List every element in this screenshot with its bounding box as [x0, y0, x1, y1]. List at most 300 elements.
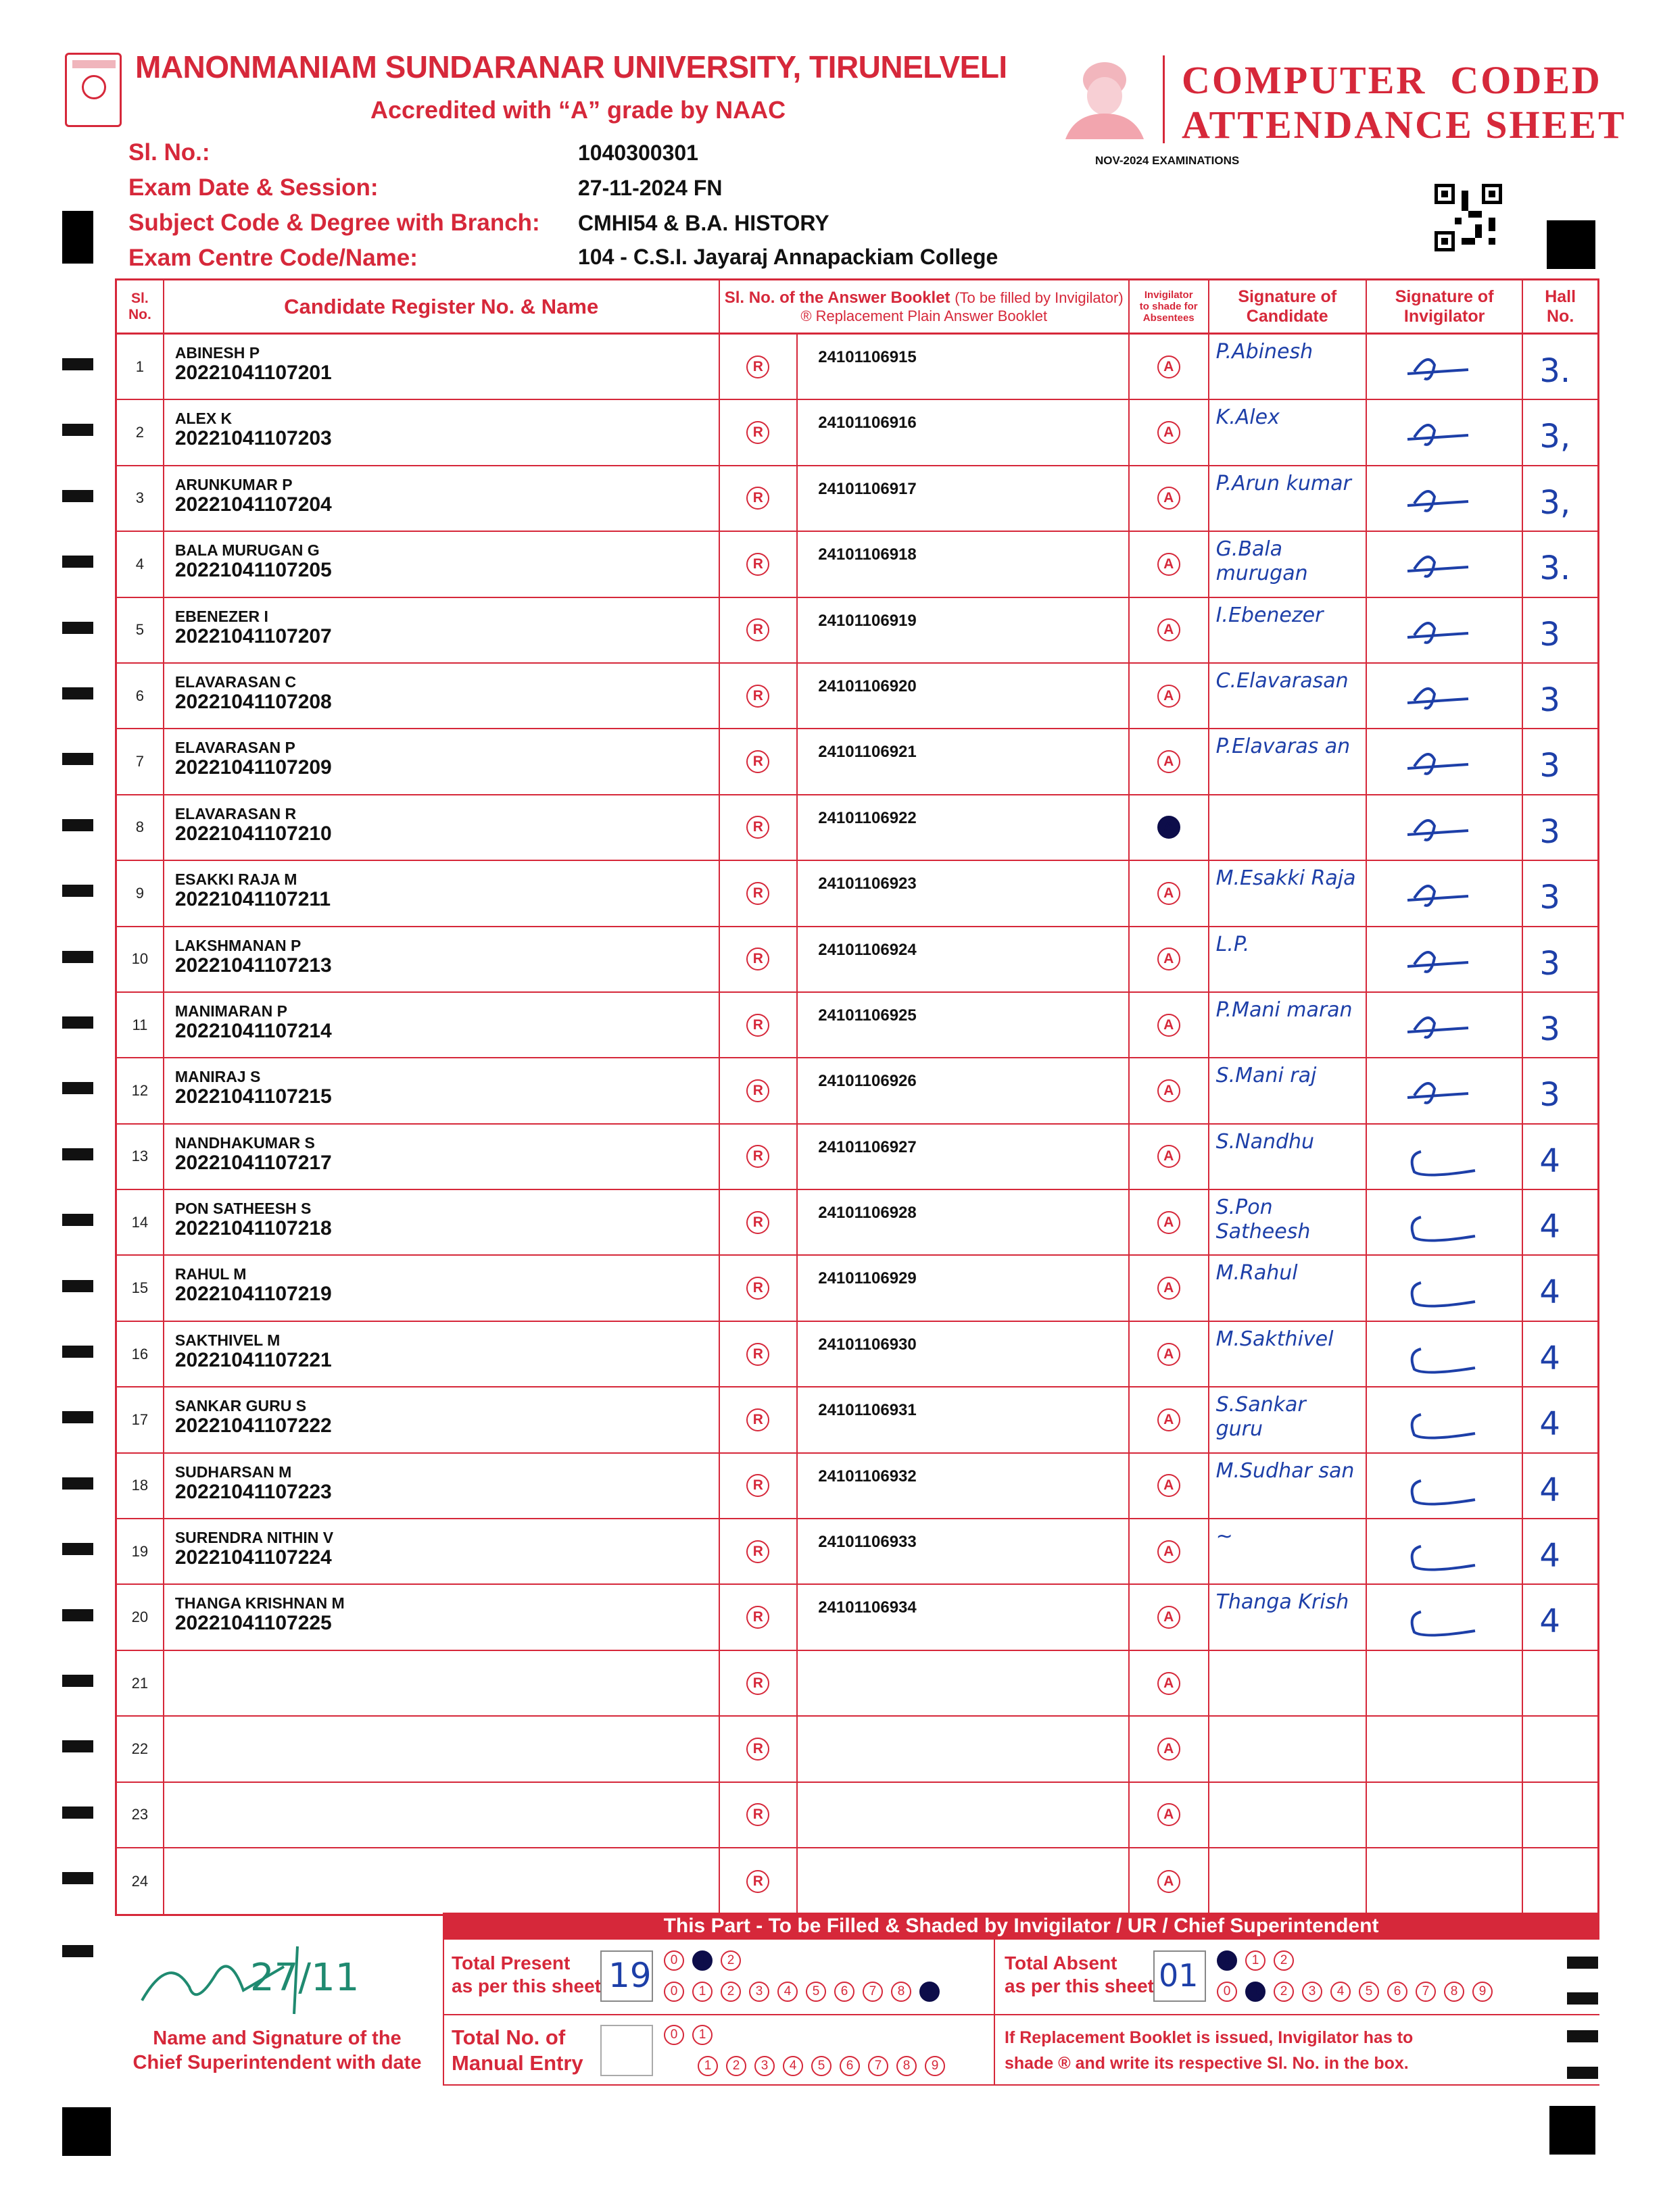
booklet-no: 24101106918 — [818, 545, 917, 564]
accreditation: Accredited with “A” grade by NAAC — [370, 96, 786, 124]
candidate-cell — [164, 1256, 720, 1320]
invigilator-signature-cell[interactable] — [1367, 400, 1523, 464]
digit-bubble[interactable]: 5 — [806, 1982, 826, 2002]
booklet-no: 24101106928 — [818, 1204, 917, 1223]
col-hall: Hall No. — [1545, 287, 1576, 326]
replacement-bubble[interactable]: R — [746, 750, 769, 773]
timing-block-top-left — [62, 211, 93, 264]
replacement-bubble[interactable]: R — [746, 1408, 769, 1431]
col-sl: Sl. No. — [117, 280, 164, 333]
booklet-no: 24101106917 — [818, 479, 917, 498]
row-sl: 23 — [117, 1783, 164, 1847]
timing-block-bottom-left — [62, 2107, 111, 2156]
digit-bubble[interactable]: 6 — [840, 2056, 860, 2076]
replacement-cell — [720, 927, 798, 991]
absent-bubble[interactable]: A — [1157, 1803, 1180, 1826]
invigilator-signature — [1367, 1585, 1524, 1649]
candidate-cell — [164, 1717, 720, 1781]
digit-bubble[interactable]: 0 — [1217, 1950, 1237, 1971]
digit-bubble[interactable]: 7 — [1416, 1982, 1436, 2002]
hall-no: 4 — [1539, 1471, 1560, 1509]
row-sl: 12 — [117, 1058, 164, 1123]
candidate-signature: P.Abinesh — [1215, 340, 1313, 364]
timing-mark — [62, 622, 93, 634]
invigilator-signature — [1367, 861, 1524, 925]
absent-bubble[interactable]: A — [1157, 1408, 1180, 1431]
col-absentee-shade: Invigilator to shade for Absentees — [1130, 280, 1209, 333]
booklet-cell — [798, 1256, 1130, 1320]
candidate-reg-no: 20221041107217 — [174, 1151, 332, 1174]
candidate-signature: G.Bala murugan — [1215, 537, 1308, 586]
absent-bubble[interactable]: A — [1157, 948, 1180, 970]
footer-divider-h — [443, 2014, 1599, 2015]
timing-mark — [62, 1346, 93, 1358]
candidate-cell — [164, 729, 720, 793]
timing-mark — [62, 1543, 93, 1555]
replacement-bubble[interactable]: R — [746, 816, 769, 839]
absent-bubble[interactable]: A — [1157, 1606, 1180, 1629]
centre-label: Exam Centre Code/Name: — [128, 245, 418, 271]
replacement-cell — [720, 400, 798, 464]
absent-cell — [1130, 795, 1209, 860]
timing-mark — [62, 1477, 93, 1490]
absent-cell — [1130, 598, 1209, 662]
replacement-bubble[interactable]: R — [746, 618, 769, 641]
candidate-signature: M.Esakki Raja — [1215, 866, 1356, 891]
hall-cell — [1523, 335, 1597, 399]
digit-bubble[interactable]: 1 — [698, 2056, 718, 2076]
replacement-bubble[interactable]: R — [746, 487, 769, 510]
table-row — [117, 664, 1597, 729]
booklet-cell — [798, 1322, 1130, 1386]
candidate-signature: ~ — [1215, 1525, 1233, 1549]
replacement-cell — [720, 1717, 798, 1781]
replacement-bubble[interactable]: R — [746, 1803, 769, 1826]
invigilator-signature — [1367, 1454, 1524, 1518]
replacement-cell — [720, 335, 798, 399]
replacement-cell — [720, 598, 798, 662]
replacement-bubble[interactable]: R — [746, 948, 769, 970]
candidate-cell — [164, 1454, 720, 1518]
digit-bubble[interactable]: 0 — [1217, 1982, 1237, 2002]
digit-bubble[interactable]: 5 — [1359, 1982, 1379, 2002]
col-candidate-signature: Signature of Candidate — [1209, 280, 1367, 333]
digit-bubble[interactable]: 6 — [834, 1982, 854, 2002]
timing-mark — [62, 490, 93, 502]
candidate-reg-no: 20221041107225 — [174, 1612, 332, 1635]
digit-bubble[interactable]: 3 — [749, 1982, 769, 2002]
digit-bubble[interactable]: 2 — [721, 1982, 741, 2002]
hall-no: 4 — [1539, 1602, 1560, 1641]
candidate-signature-cell[interactable] — [1209, 466, 1367, 531]
candidate-signature-cell[interactable] — [1209, 729, 1367, 793]
manual-entry-box[interactable] — [600, 2025, 653, 2076]
digit-bubble[interactable]: 3 — [1302, 1982, 1322, 2002]
replacement-bubble[interactable]: R — [746, 1606, 769, 1629]
candidate-signature: M.Sudhar san — [1215, 1458, 1355, 1483]
invigilator-signature-cell[interactable] — [1367, 1651, 1523, 1715]
digit-bubble[interactable]: 1 — [1245, 1982, 1266, 2002]
absent-bubble[interactable]: A — [1157, 685, 1180, 708]
booklet-cell — [798, 400, 1130, 464]
timing-mark — [62, 1411, 93, 1423]
absent-cell — [1130, 1190, 1209, 1254]
hall-no: 4 — [1539, 1141, 1560, 1180]
digit-bubble[interactable]: 2 — [721, 1950, 741, 1971]
candidate-cell — [164, 795, 720, 860]
absent-cell — [1130, 1717, 1209, 1781]
candidate-signature-cell[interactable] — [1209, 1783, 1367, 1847]
digit-bubble[interactable]: 3 — [754, 2056, 775, 2076]
absent-bubble[interactable]: A — [1157, 1672, 1180, 1695]
absent-cell — [1130, 1125, 1209, 1189]
hall-cell — [1523, 1848, 1597, 1914]
candidate-reg-no: 20221041107221 — [174, 1348, 332, 1371]
hall-no: 3. — [1539, 352, 1571, 390]
absent-bubble[interactable]: A — [1157, 1540, 1180, 1563]
invigilator-signature-cell[interactable] — [1367, 1454, 1523, 1518]
attendance-table — [115, 278, 1599, 1916]
candidate-signature-cell[interactable] — [1209, 1519, 1367, 1583]
candidate-signature — [1216, 801, 1358, 856]
digit-bubble[interactable]: 1 — [692, 1982, 713, 2002]
timing-mark — [62, 1609, 93, 1621]
invigilator-signature-cell[interactable] — [1367, 927, 1523, 991]
timing-mark — [62, 753, 93, 765]
row-sl: 9 — [117, 861, 164, 925]
candidate-reg-no: 20221041107215 — [174, 1085, 332, 1108]
replacement-bubble[interactable]: R — [746, 1474, 769, 1497]
invigilator-signature-cell[interactable] — [1367, 335, 1523, 399]
table-row — [117, 861, 1597, 927]
replacement-bubble[interactable]: R — [746, 882, 769, 905]
digit-bubble[interactable]: 4 — [783, 2056, 803, 2076]
candidate-reg-no: 20221041107218 — [174, 1217, 332, 1240]
absent-bubble[interactable]: A — [1157, 487, 1180, 510]
invigilator-signature-cell[interactable] — [1367, 729, 1523, 793]
replacement-cell — [720, 1190, 798, 1254]
candidate-name: SAKTHIVEL M — [174, 1331, 281, 1349]
hall-no: 3. — [1539, 549, 1571, 588]
candidate-cell — [164, 1322, 720, 1386]
invigilator-signature-cell[interactable] — [1367, 1519, 1523, 1583]
absent-bubble[interactable]: A — [1157, 1211, 1180, 1234]
replacement-bubble[interactable]: R — [746, 1277, 769, 1300]
absent-bubble[interactable]: A — [1157, 618, 1180, 641]
digit-bubble[interactable]: 7 — [868, 2056, 888, 2076]
qr-code — [1435, 184, 1502, 251]
candidate-signature-cell[interactable] — [1209, 1058, 1367, 1123]
absent-cell — [1130, 1322, 1209, 1386]
digit-bubble[interactable]: 2 — [726, 2056, 746, 2076]
digit-bubble[interactable]: 9 — [919, 1982, 940, 2002]
footer-banner: This Part - To be Filled & Shaded by Invigilator / UR / Chief Superintendent — [443, 1913, 1599, 1940]
replacement-bubble[interactable]: R — [746, 1079, 769, 1102]
booklet-no: 24101106925 — [818, 1006, 917, 1025]
booklet-cell — [798, 1848, 1130, 1914]
replacement-bubble[interactable]: R — [746, 1211, 769, 1234]
invigilator-signature-cell[interactable] — [1367, 664, 1523, 728]
row-sl: 18 — [117, 1454, 164, 1518]
chief-sig-date: 27/11 — [250, 1956, 360, 2000]
absent-bubble[interactable]: A — [1157, 1870, 1180, 1893]
timing-mark — [62, 885, 93, 897]
candidate-cell — [164, 1125, 720, 1189]
candidate-signature-cell[interactable] — [1209, 927, 1367, 991]
digit-bubble[interactable]: 0 — [664, 2025, 684, 2045]
row-sl: 24 — [117, 1848, 164, 1914]
invigilator-signature-cell[interactable] — [1367, 1125, 1523, 1189]
absent-cell — [1130, 335, 1209, 399]
replacement-bubble[interactable]: R — [746, 1540, 769, 1563]
candidate-reg-no: 20221041107213 — [174, 954, 332, 977]
digit-bubble[interactable]: 9 — [925, 2056, 945, 2076]
digit-bubble[interactable]: 1 — [692, 1950, 713, 1971]
absent-bubble[interactable]: A — [1157, 1277, 1180, 1300]
candidate-signature-cell[interactable] — [1209, 1717, 1367, 1781]
absent-bubble[interactable]: A — [1157, 1079, 1180, 1102]
candidate-signature-cell[interactable] — [1209, 1651, 1367, 1715]
replacement-cell — [720, 664, 798, 728]
absent-bubble[interactable]: A — [1157, 1145, 1180, 1168]
hall-cell — [1523, 1322, 1597, 1386]
absent-value: 01 — [1159, 1957, 1199, 1994]
replacement-bubble[interactable]: R — [746, 553, 769, 576]
absent-cell — [1130, 1783, 1209, 1847]
candidate-cell — [164, 1783, 720, 1847]
invigilator-signature — [1367, 664, 1524, 728]
present-label: Total Present as per this sheet — [452, 1952, 601, 1996]
absent-bubble[interactable]: A — [1157, 553, 1180, 576]
candidate-name: LAKSHMANAN P — [174, 936, 302, 954]
candidate-cell — [164, 861, 720, 925]
absent-bubble[interactable]: A — [1157, 1474, 1180, 1497]
candidate-signature-cell[interactable] — [1209, 400, 1367, 464]
exam-name: NOV-2024 EXAMINATIONS — [1095, 154, 1240, 167]
candidate-reg-no: 20221041107223 — [174, 1480, 332, 1503]
hall-cell — [1523, 729, 1597, 793]
col-invigilator-signature: Signature of Invigilator — [1367, 280, 1523, 333]
replacement-bubble[interactable]: R — [746, 1672, 769, 1695]
invigilator-signature-cell[interactable] — [1367, 1058, 1523, 1123]
candidate-signature-cell[interactable] — [1209, 532, 1367, 596]
candidate-signature-cell[interactable] — [1209, 861, 1367, 925]
absent-cell — [1130, 466, 1209, 531]
invigilator-signature-cell[interactable] — [1367, 1783, 1523, 1847]
hall-cell — [1523, 1454, 1597, 1518]
candidate-cell — [164, 532, 720, 596]
sheet-title — [1182, 58, 1626, 147]
hall-cell — [1523, 532, 1597, 596]
absent-bubble[interactable]: A — [1157, 355, 1180, 378]
candidate-signature-cell[interactable] — [1209, 1190, 1367, 1254]
absent-bubble[interactable]: A — [1157, 750, 1180, 773]
candidate-cell — [164, 927, 720, 991]
booklet-no: 24101106927 — [818, 1137, 917, 1156]
candidate-name: NANDHAKUMAR S — [174, 1133, 315, 1152]
digit-bubble[interactable]: 0 — [664, 1950, 684, 1971]
candidate-signature-cell[interactable] — [1209, 335, 1367, 399]
booklet-no: 24101106931 — [818, 1401, 917, 1420]
row-sl: 10 — [117, 927, 164, 991]
hall-cell — [1523, 400, 1597, 464]
digit-bubble[interactable]: 8 — [896, 2056, 917, 2076]
digit-bubble[interactable]: 5 — [811, 2056, 832, 2076]
absent-cell — [1130, 664, 1209, 728]
candidate-signature — [1216, 1722, 1358, 1777]
candidate-signature-cell[interactable] — [1209, 1322, 1367, 1386]
timing-mark — [62, 687, 93, 699]
digit-bubble[interactable]: 2 — [1274, 1982, 1294, 2002]
invigilator-signature — [1367, 1387, 1524, 1452]
replacement-bubble[interactable]: R — [746, 421, 769, 444]
candidate-signature-cell[interactable] — [1209, 993, 1367, 1057]
invigilator-signature-cell[interactable] — [1367, 1848, 1523, 1914]
invigilator-signature-cell[interactable] — [1367, 795, 1523, 860]
replacement-cell — [720, 1848, 798, 1914]
invigilator-signature — [1367, 1256, 1524, 1320]
table-header — [117, 280, 1597, 335]
footer-border-bottom — [443, 2084, 1599, 2086]
invigilator-signature-cell[interactable] — [1367, 1190, 1523, 1254]
candidate-signature-cell[interactable] — [1209, 1387, 1367, 1452]
replacement-bubble[interactable]: R — [746, 1738, 769, 1761]
candidate-signature: S.Nandhu — [1215, 1129, 1315, 1154]
invigilator-signature-cell[interactable] — [1367, 1322, 1523, 1386]
replacement-cell — [720, 1125, 798, 1189]
absent-bubble[interactable]: A — [1157, 1738, 1180, 1761]
absent-tens-bubbles — [1217, 1950, 1302, 1971]
invigilator-signature-cell[interactable] — [1367, 1585, 1523, 1649]
replacement-bubble[interactable]: R — [746, 1870, 769, 1893]
row-sl: 3 — [117, 466, 164, 531]
hall-cell — [1523, 1256, 1597, 1320]
replacement-bubble[interactable]: R — [746, 1145, 769, 1168]
invigilator-signature-cell[interactable] — [1367, 1256, 1523, 1320]
centre-value: 104 - C.S.I. Jayaraj Annapackiam College — [578, 245, 998, 269]
digit-bubble[interactable]: 0 — [664, 1982, 684, 2002]
booklet-cell — [798, 1717, 1130, 1781]
digit-bubble[interactable]: 6 — [1387, 1982, 1407, 2002]
replacement-cell — [720, 795, 798, 860]
replacement-cell — [720, 1585, 798, 1649]
row-sl: 5 — [117, 598, 164, 662]
row-sl: 22 — [117, 1717, 164, 1781]
table-row — [117, 1058, 1597, 1124]
digit-bubble[interactable]: 7 — [863, 1982, 883, 2002]
replacement-bubble[interactable]: R — [746, 1014, 769, 1037]
booklet-no: 24101106921 — [818, 743, 917, 762]
table-row — [117, 1190, 1597, 1256]
timing-mark — [62, 1945, 93, 1957]
booklet-no: 24101106922 — [818, 808, 917, 827]
sl-no-label: Sl. No.: — [128, 139, 210, 166]
booklet-no: 24101106920 — [818, 677, 917, 695]
candidate-name: RAHUL M — [174, 1265, 247, 1283]
candidate-signature-cell[interactable] — [1209, 664, 1367, 728]
digit-bubble[interactable]: 4 — [1330, 1982, 1351, 2002]
replacement-cell — [720, 1322, 798, 1386]
timing-mark — [62, 1280, 93, 1292]
booklet-no: 24101106933 — [818, 1533, 917, 1552]
manual-tens-bubbles — [664, 2025, 721, 2045]
absent-units-bubbles — [1217, 1982, 1501, 2002]
candidate-signature-cell[interactable] — [1209, 795, 1367, 860]
col-booklet-sub: ® Replacement Plain Answer Booklet — [800, 307, 1048, 324]
invigilator-signature-cell[interactable] — [1367, 1387, 1523, 1452]
absent-bubble[interactable]: A — [1157, 421, 1180, 444]
sl-no-value: 1040300301 — [578, 141, 698, 165]
invigilator-signature-cell[interactable] — [1367, 598, 1523, 662]
candidate-signature-cell[interactable] — [1209, 1585, 1367, 1649]
digit-bubble[interactable]: 9 — [1472, 1982, 1493, 2002]
university-logo — [65, 53, 122, 127]
candidate-reg-no: 20221041107224 — [174, 1546, 332, 1569]
table-row — [117, 729, 1597, 795]
candidate-signature-cell[interactable] — [1209, 1848, 1367, 1914]
absent-cell — [1130, 1454, 1209, 1518]
invigilator-signature-cell[interactable] — [1367, 532, 1523, 596]
booklet-cell — [798, 532, 1130, 596]
row-sl: 7 — [117, 729, 164, 793]
absent-bubble[interactable]: A — [1157, 1014, 1180, 1037]
absent-bubble[interactable]: A — [1157, 816, 1180, 839]
invigilator-signature-cell[interactable] — [1367, 861, 1523, 925]
digit-bubble[interactable]: 1 — [692, 2025, 713, 2045]
digit-bubble[interactable]: 8 — [1444, 1982, 1464, 2002]
row-sl: 8 — [117, 795, 164, 860]
candidate-signature-cell[interactable] — [1209, 598, 1367, 662]
replacement-bubble[interactable]: R — [746, 1343, 769, 1366]
digit-bubble[interactable]: 4 — [777, 1982, 798, 2002]
invigilator-signature-cell[interactable] — [1367, 466, 1523, 531]
candidate-cell — [164, 1651, 720, 1715]
sheet-title-line1: COMPUTER CODED — [1182, 58, 1602, 102]
present-tens-bubbles — [664, 1950, 749, 1971]
candidate-signature-cell[interactable] — [1209, 1256, 1367, 1320]
invigilator-signature-cell[interactable] — [1367, 1717, 1523, 1781]
absent-bubble[interactable]: A — [1157, 882, 1180, 905]
replacement-bubble[interactable]: R — [746, 685, 769, 708]
candidate-name: PON SATHEESH S — [174, 1200, 312, 1218]
candidate-name: ELAVARASAN P — [174, 739, 295, 757]
row-sl: 14 — [117, 1190, 164, 1254]
invigilator-signature-cell[interactable] — [1367, 993, 1523, 1057]
digit-bubble[interactable]: 8 — [891, 1982, 911, 2002]
replacement-bubble[interactable]: R — [746, 355, 769, 378]
row-sl: 1 — [117, 335, 164, 399]
candidate-signature: M.Rahul — [1215, 1261, 1298, 1285]
table-row — [117, 1322, 1597, 1387]
candidate-signature-cell[interactable] — [1209, 1125, 1367, 1189]
candidate-signature-cell[interactable] — [1209, 1454, 1367, 1518]
candidate-reg-no: 20221041107207 — [174, 624, 332, 647]
replacement-cell — [720, 1256, 798, 1320]
digit-bubble[interactable]: 2 — [1274, 1950, 1294, 1971]
absent-bubble[interactable]: A — [1157, 1343, 1180, 1366]
digit-bubble[interactable]: 1 — [1245, 1950, 1266, 1971]
hall-cell — [1523, 1058, 1597, 1123]
candidate-signature — [1216, 1788, 1358, 1844]
table-row — [117, 795, 1597, 861]
chief-label: Name and Signature of the Chief Superintendent with date — [132, 2027, 422, 2073]
booklet-no: 24101106930 — [818, 1335, 917, 1354]
hall-cell — [1523, 1519, 1597, 1583]
candidate-signature: S.Sankar guru — [1215, 1393, 1306, 1442]
booklet-cell — [798, 1651, 1130, 1715]
timing-mark — [62, 951, 93, 963]
table-row — [117, 993, 1597, 1058]
